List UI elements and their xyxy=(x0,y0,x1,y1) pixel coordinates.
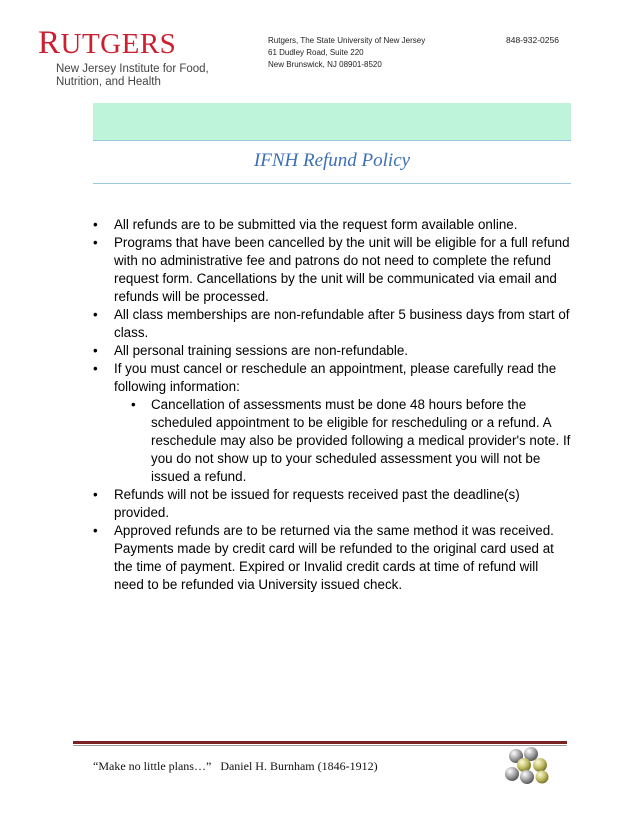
policy-sub-item: • Cancellation of assessments must be done 48 hours before the scheduled appointment to be eligible for rescheduling or a refund. A reschedule may also be provided following a medical provider's note. If you do not show up to your scheduled assessment you will not be issued a refund. xyxy=(114,396,571,486)
address-line3: New Brunswick, NJ 08901-8520 xyxy=(268,60,382,69)
address-line1: Rutgers, The State University of New Jersey xyxy=(268,36,426,45)
logo-wordmark: RUTGERS xyxy=(38,25,177,61)
rutgers-logo xyxy=(38,25,209,89)
spheres-logo-icon xyxy=(500,744,554,786)
quote-author: Daniel H. Burnham (1846-1912) xyxy=(220,759,378,773)
policy-item: • All refunds are to be submitted via the request form available online. xyxy=(93,216,571,234)
page-title: IFNH Refund Policy xyxy=(253,150,411,171)
policy-item-text: If you must cancel or reschedule an appointment, please carefully read the following information: xyxy=(114,361,557,394)
logo-subtitle-line2: Nutrition, and Health xyxy=(56,76,161,88)
quote-text: “Make no little plans…” xyxy=(93,759,212,773)
policy-item: • Refunds will not be issued for requests received past the deadline(s) provided. xyxy=(93,486,571,522)
logo-subtitle xyxy=(56,63,209,89)
footer-rule-thin xyxy=(73,745,567,746)
header-band xyxy=(93,103,571,141)
policy-item: • Approved refunds are to be returned via the same method it was received. Payments made by credit card will be refunded to the original card used at the time of payment. Expired or Invalid credit cards at time of refund will need to be refunded via University issued check. xyxy=(93,522,571,594)
policy-list xyxy=(93,216,571,594)
footer-quote xyxy=(93,759,378,774)
policy-item: • All class memberships are non-refundable after 5 business days from start of class. xyxy=(93,306,571,342)
phone-number: 848-932-0256 xyxy=(506,35,559,45)
logo-subtitle-line1: New Jersey Institute for Food, xyxy=(56,63,209,75)
address-block xyxy=(268,35,425,71)
policy-item: • All personal training sessions are non-refundable. xyxy=(93,342,571,360)
title-divider xyxy=(93,183,571,184)
policy-sub-list xyxy=(114,396,571,486)
policy-item: • Programs that have been cancelled by the unit will be eligible for a full refund with no administrative fee and patrons do not need to complete the refund request form. Cancellations by the unit will be communicated via email and refunds will be processed. xyxy=(93,234,571,306)
policy-item xyxy=(93,360,571,486)
address-line2: 61 Dudley Road, Suite 220 xyxy=(268,48,364,57)
footer-rule xyxy=(73,741,567,744)
